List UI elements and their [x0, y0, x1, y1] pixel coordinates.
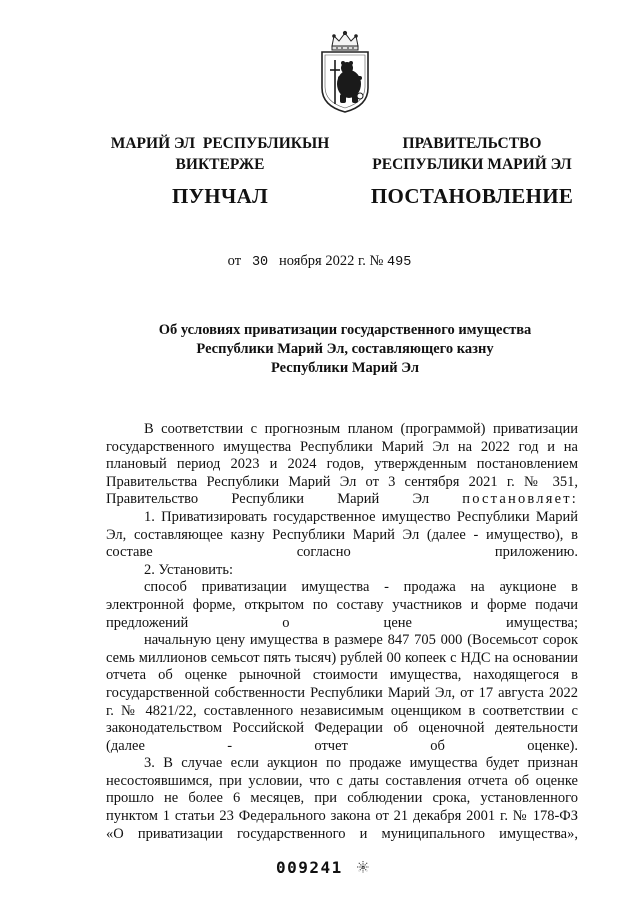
date-line — [0, 253, 639, 270]
paragraph-1: 1. Приватизировать государственное имущество Республики Марий Эл, составляющее казну Республики Марий Эл (далее - имущество), в составе согласно приложению. — [106, 508, 578, 561]
paragraph-2: 2. Установить: — [144, 561, 234, 578]
crown-icon — [332, 31, 358, 50]
serial-number: 009241 — [276, 858, 343, 877]
header-right-line2: РЕСПУБЛИКИ МАРИЙ ЭЛ — [372, 156, 572, 173]
document-number: 495 — [387, 255, 412, 270]
header-left-doc-type: ПУНЧАЛ — [171, 184, 269, 208]
paragraph-intro — [106, 421, 578, 509]
document-title — [120, 321, 570, 378]
header-left-line1: МАРИЙ ЭЛ РЕСПУБЛИКЫН — [110, 135, 330, 152]
date-month-year: ноября 2022 г. № — [279, 253, 384, 269]
paragraph-2a: способ приватизации имущества - продажа на аукционе в электронной форме, открытом по составу участников и форме подачи предложений о цене имущества; — [106, 579, 578, 631]
asterisk-mark-icon — [356, 860, 370, 874]
date-day: 30 — [251, 255, 269, 270]
header-right-russian — [356, 133, 588, 210]
title-line-1: Об условиях приватизации государственного имущества — [158, 322, 532, 338]
intro-text: В соответствии с прогнозным планом (программой) приватизации государственного имущества Республики Марий Эл на 2022 год и на плановый период 2023 и 2024 годов, утвержденным постановлением Правительства Республики Марий Эл от 3 сентября 2021 г. № 351, Правительство Республики Марий Эл — [106, 421, 578, 508]
resolves-word: постановляет: — [462, 491, 578, 508]
paragraph-3: 3. В случае если аукцион по продаже имущества будет признан несостоявшимся, при условии, что с даты составления отчета об оценке прошло не более 6 месяцев, при соблюдении срока, установленного пунктом 1 статьи 23 Федерального закона от 21 декабря 2001 г. № 178-ФЗ «О приватизации государственного и муниципального имущества», — [106, 755, 578, 842]
title-line-3: Республики Марий Эл — [271, 360, 419, 376]
date-prefix: от — [227, 253, 242, 269]
document-body — [106, 421, 578, 843]
header-left-mari — [100, 133, 340, 210]
coat-of-arms-emblem — [316, 30, 374, 114]
header-right-doc-type: ПОСТАНОВЛЕНИЕ — [370, 184, 574, 208]
header-right-line1: ПРАВИТЕЛЬСТВО — [402, 135, 542, 152]
title-line-2: Республики Марий Эл, составляющего казну — [196, 341, 494, 357]
header-left-line2: ВИКТЕРЖЕ — [175, 156, 265, 173]
paragraph-2b: начальную цену имущества в размере 847 705 000 (Восемьсот сорок семь миллионов семьсот пять тысяч) рублей 00 копеек с НДС на основании отчета об оценке рыночной стоимости имущества, находящегося в государственной собственности Республики Марий Эл, от 17 августа 2022 г. № 4821/22, составленного независимым оценщиком в соответствии с законодательством Российской Федерации об оценочной деятельности (далее - отчет об оценке). — [106, 632, 578, 754]
